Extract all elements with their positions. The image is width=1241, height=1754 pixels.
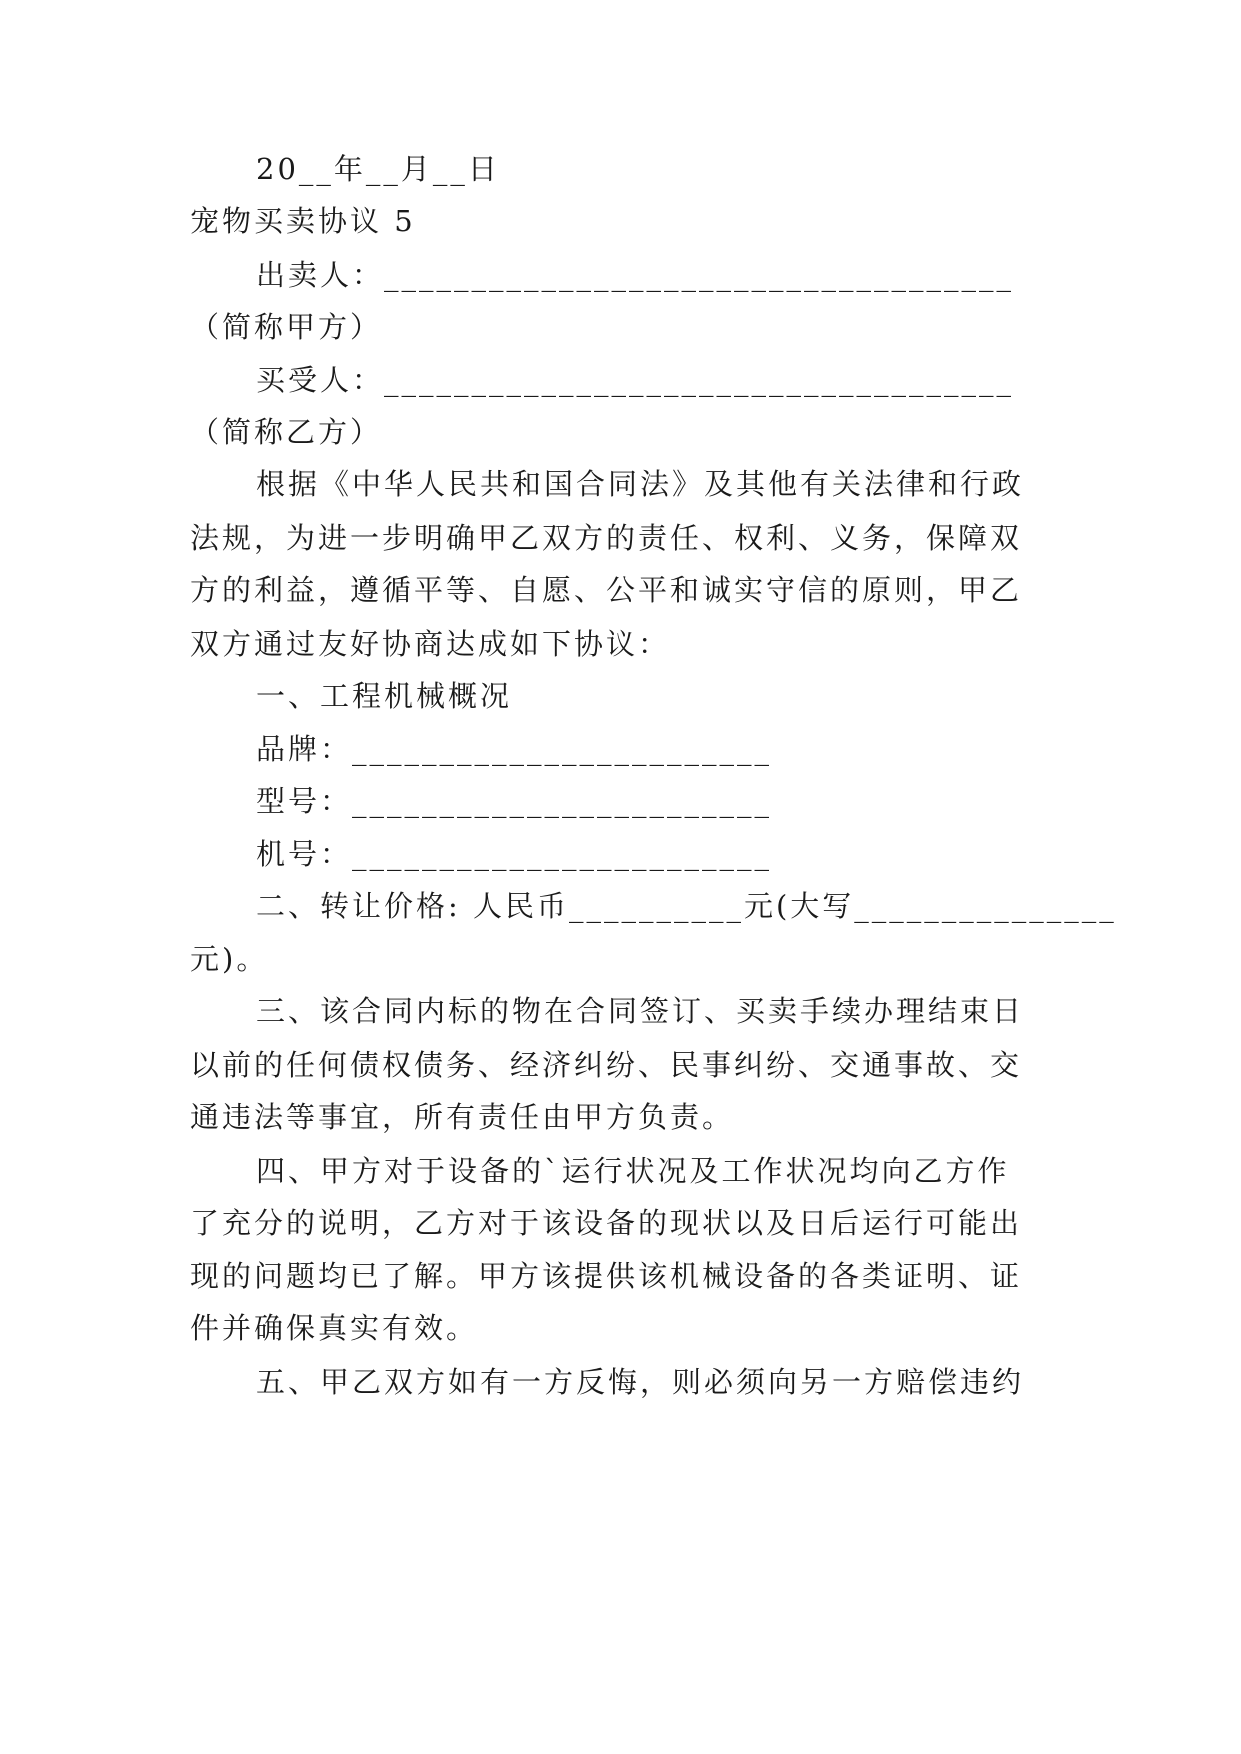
seller-line: 出卖人：____________________________________ bbox=[256, 258, 1015, 292]
paragraph-line: 四、甲方对于设备的`运行状况及工作状况均向乙方作 bbox=[256, 1154, 1010, 1188]
machine-number-line: 机号：________________________ bbox=[256, 837, 773, 871]
paragraph-line: 了充分的说明，乙方对于该设备的现状以及日后运行可能出 bbox=[190, 1206, 1023, 1240]
paragraph-line: 双方通过友好协商达成如下协议： bbox=[190, 627, 671, 661]
price-line: 二、转让价格: 人民币__________元(大写_______________ bbox=[256, 889, 1117, 923]
date-line: 20__年__月__日 bbox=[256, 152, 500, 186]
paragraph-line: 五、甲乙双方如有一方反悔，则必须向另一方赔偿违约 bbox=[256, 1365, 1025, 1399]
paragraph-line: 通违法等事宜，所有责任由甲方负责。 bbox=[190, 1100, 735, 1134]
paragraph-line: 现的问题均已了解。甲方该提供该机械设备的各类证明、证 bbox=[190, 1259, 1023, 1293]
buyer-line: 买受人：____________________________________ bbox=[256, 363, 1015, 397]
paragraph-line: 法规，为进一步明确甲乙双方的责任、权利、义务，保障双 bbox=[190, 521, 1023, 555]
section-heading: 一、工程机械概况 bbox=[256, 679, 513, 713]
paragraph-line: 根据《中华人民共和国合同法》及其他有关法律和行政 bbox=[256, 467, 1025, 501]
paragraph-line: 三、该合同内标的物在合同签订、买卖手续办理结束日 bbox=[256, 994, 1025, 1028]
document-title: 宠物买卖协议 5 bbox=[190, 204, 416, 238]
model-line: 型号：________________________ bbox=[256, 784, 773, 818]
price-line-continued: 元)。 bbox=[190, 942, 269, 976]
seller-abbrev-line: （简称甲方） bbox=[190, 310, 383, 344]
brand-line: 品牌：________________________ bbox=[256, 732, 773, 766]
buyer-abbrev-line: （简称乙方） bbox=[190, 415, 383, 449]
paragraph-line: 以前的任何债权债务、经济纠纷、民事纠纷、交通事故、交 bbox=[190, 1048, 1023, 1082]
paragraph-line: 件并确保真实有效。 bbox=[190, 1311, 479, 1345]
paragraph-line: 方的利益，遵循平等、自愿、公平和诚实守信的原则，甲乙 bbox=[190, 573, 1023, 607]
